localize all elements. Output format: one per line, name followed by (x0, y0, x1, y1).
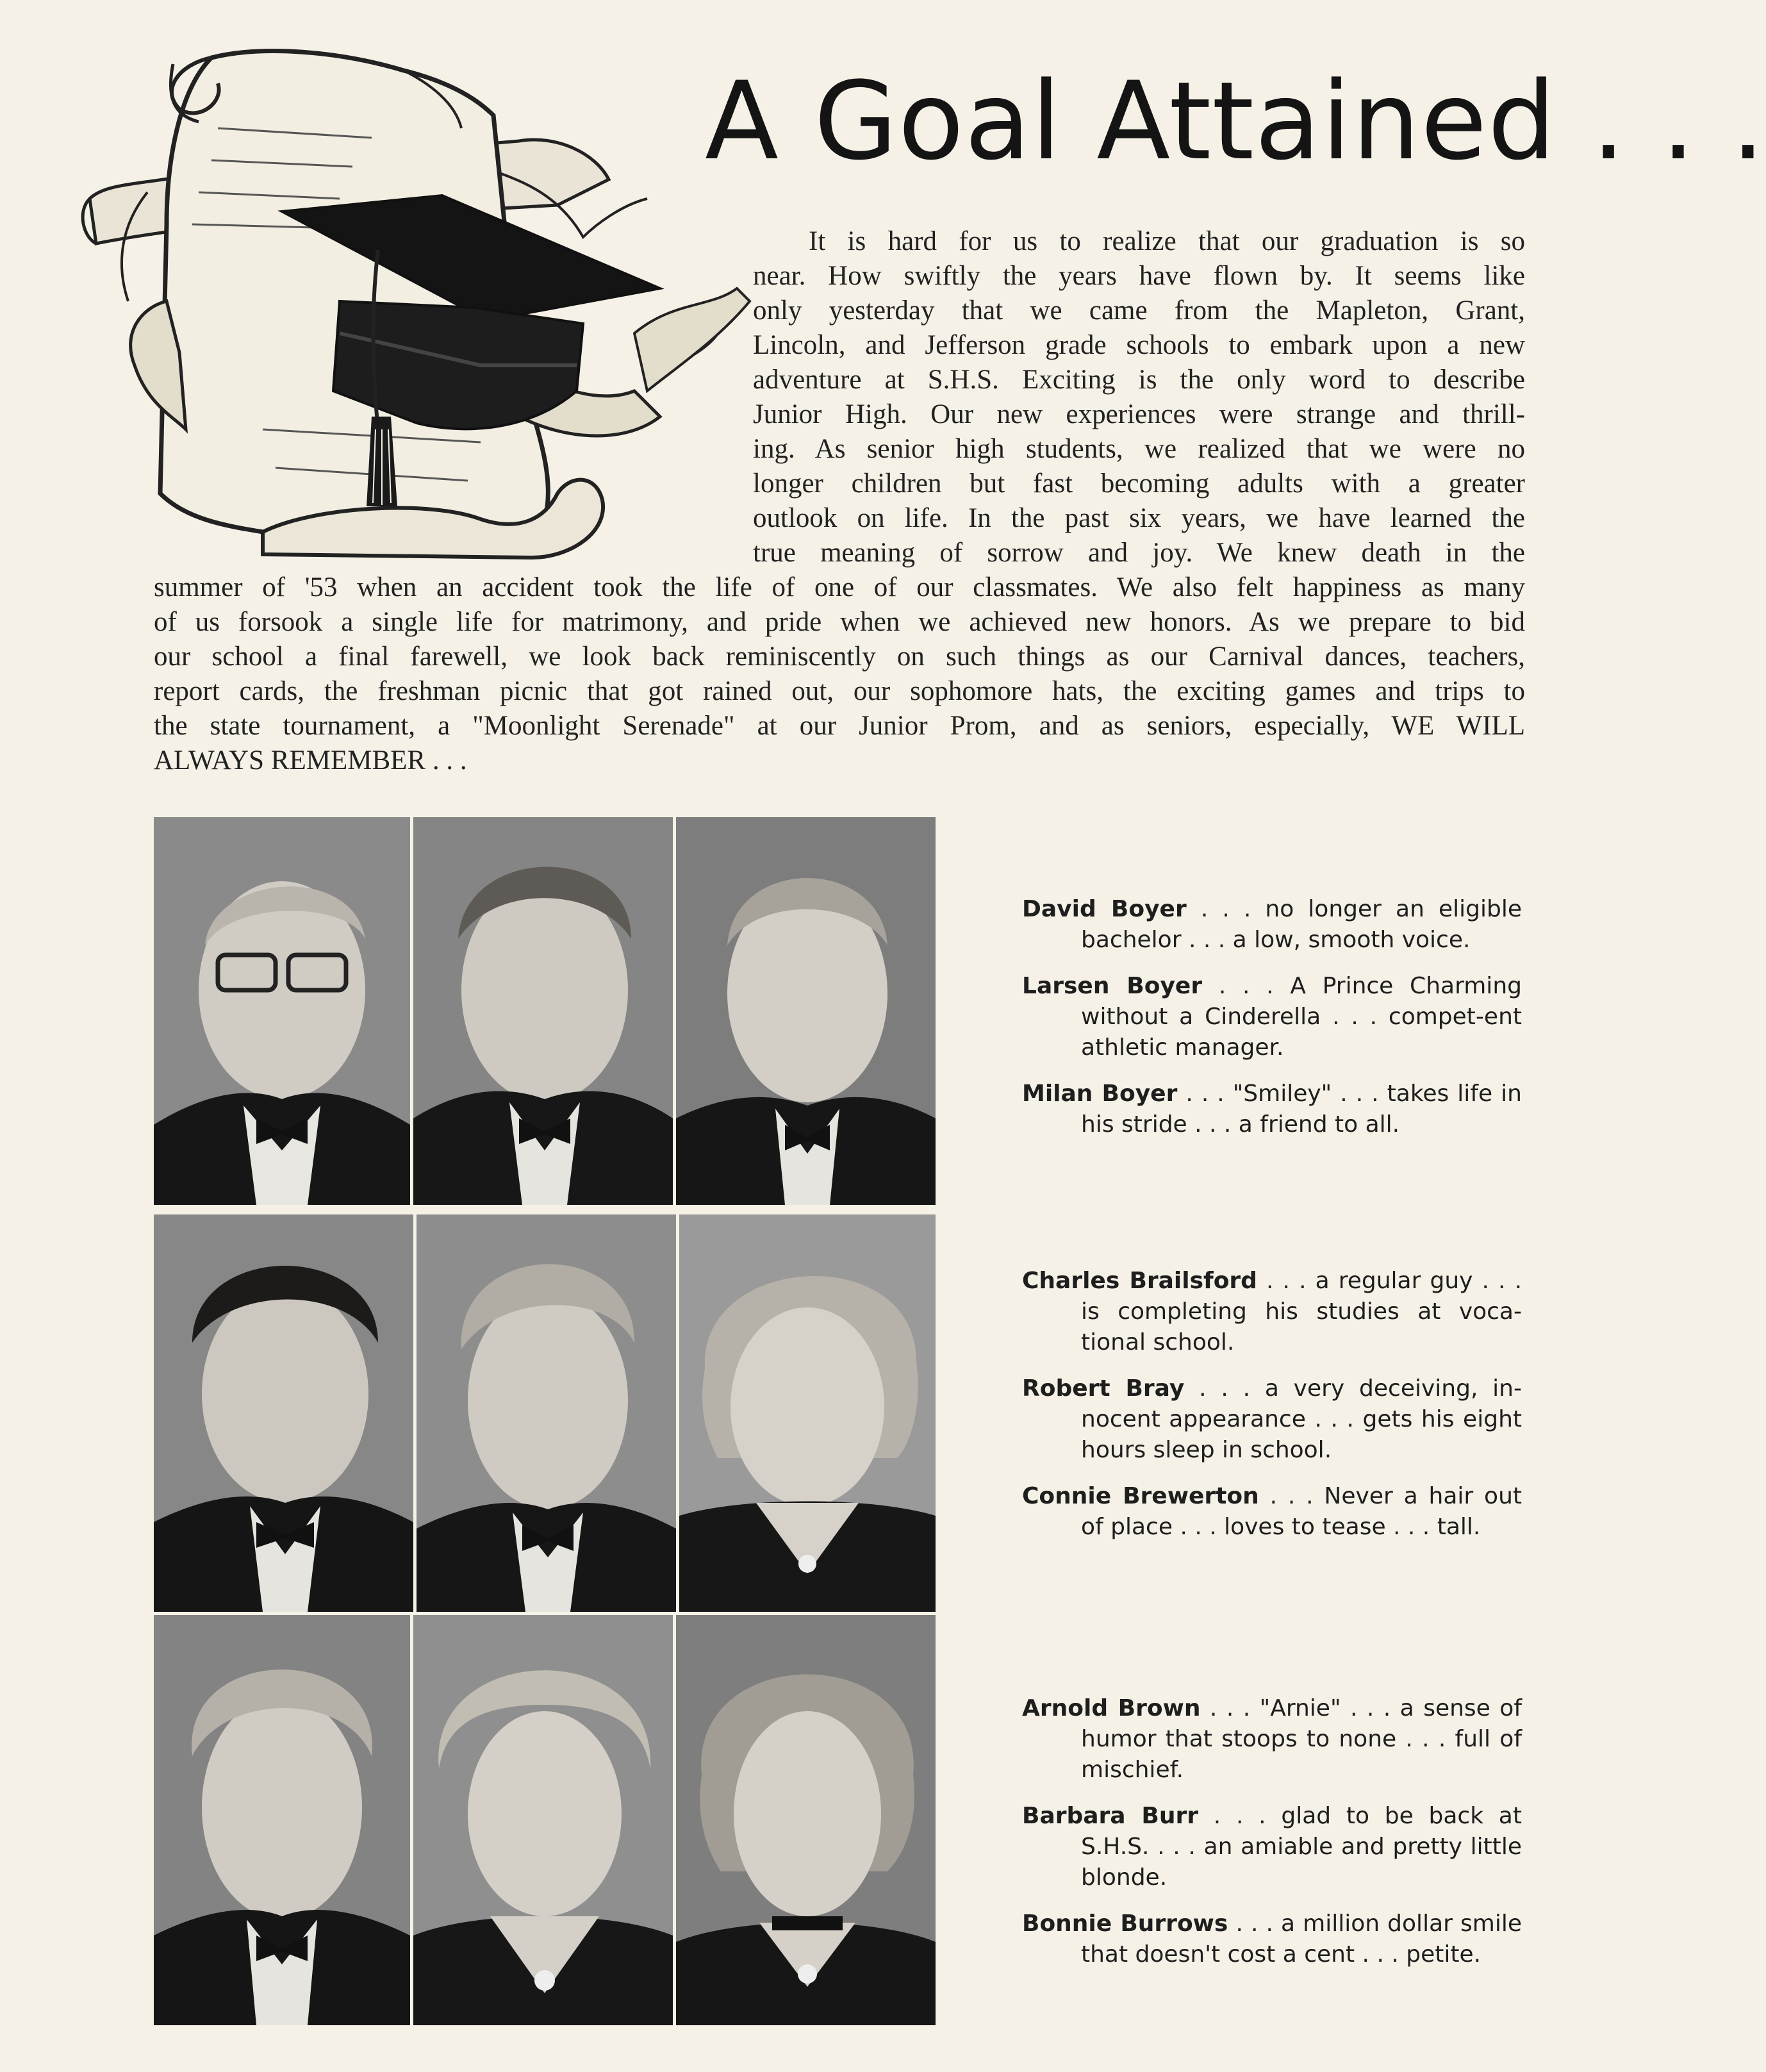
student-name: Larsen Boyer (1022, 973, 1203, 999)
portrait-photo (676, 1615, 936, 2025)
caption-entry (1022, 1373, 1522, 1466)
student-caption: . . . "Smiley" . . . takes life in his stride . . . a friend to all. (1081, 1081, 1522, 1138)
portrait-photo (417, 1214, 676, 1612)
intro-line: report cards, the freshman picnic that got rained out, our sophomore hats, the exciting games and trips to (154, 676, 1525, 706)
student-caption: . . . Never a hair out of place . . . loves to tease . . . tall. (1081, 1483, 1522, 1540)
student-name: Milan Boyer (1022, 1081, 1178, 1107)
diploma-cap-illustration (70, 32, 763, 564)
intro-line: near. How swiftly the years have flown by. It seems like (753, 261, 1525, 291)
intro-line: ing. As senior high students, we realized that we were no (753, 434, 1525, 464)
caption-entry (1022, 1693, 1522, 1786)
intro-line: our school a final farewell, we look back reminiscently on such things as our Carnival dances, teachers, (154, 642, 1525, 672)
student-caption: . . . a regular guy . . . is completing his studies at voca-tional school. (1081, 1268, 1523, 1355)
intro-line: of us forsook a single life for matrimony, and pride when we achieved new honors. As we prepare to bid (154, 607, 1525, 637)
caption-entry (1022, 1481, 1522, 1543)
intro-line: the state tournament, a "Moonlight Serenade" at our Junior Prom, and as seniors, especially, WE WILL (154, 711, 1525, 741)
intro-line: summer of '53 when an accident took the life of one of our classmates. We also felt happiness as many (154, 572, 1525, 602)
caption-entry (1022, 971, 1522, 1063)
caption-entry (1022, 1079, 1522, 1140)
student-name: Robert Bray (1022, 1375, 1185, 1402)
student-name: Charles Brailsford (1022, 1268, 1257, 1294)
intro-line: Lincoln, and Jefferson grade schools to embark upon a new (753, 330, 1525, 360)
student-name: Connie Brewerton (1022, 1483, 1259, 1509)
intro-line: longer children but fast becoming adults with a greater (753, 468, 1525, 499)
student-name: Arnold Brown (1022, 1695, 1201, 1721)
page-title: A Goal Attained . . . (705, 58, 1766, 184)
intro-line: true meaning of sorrow and joy. We knew death in the (753, 538, 1525, 568)
student-name: David Boyer (1022, 896, 1187, 922)
caption-group (1022, 1266, 1522, 1543)
intro-line: adventure at S.H.S. Exciting is the only word to describe (753, 365, 1525, 395)
student-caption: . . . a million dollar smile that doesn't cost a cent . . . petite. (1081, 1910, 1522, 1968)
portrait-photo (676, 817, 936, 1205)
portrait-photo (154, 1615, 410, 2025)
portrait-photo (413, 817, 673, 1205)
caption-group (1022, 894, 1522, 1140)
intro-line: ALWAYS REMEMBER . . . (154, 745, 467, 775)
student-caption: . . . "Arnie" . . . a sense of humor that stoops to none . . . full of mischief. (1081, 1695, 1522, 1783)
portrait-photo (154, 1214, 413, 1612)
student-caption: . . . no longer an eligible bachelor . . . a low, smooth voice. (1081, 896, 1522, 953)
intro-line: Junior High. Our new experiences were strange and thrill- (753, 399, 1525, 429)
portrait-photo (154, 817, 410, 1205)
student-caption: . . . glad to be back at S.H.S. . . . an amiable and pretty little blonde. (1081, 1803, 1522, 1891)
caption-entry (1022, 1909, 1522, 1970)
student-caption: . . . a very deceiving, in-nocent appearance . . . gets his eight hours sleep in school. (1081, 1375, 1522, 1463)
student-name: Barbara Burr (1022, 1803, 1199, 1829)
intro-line: outlook on life. In the past six years, we have learned the (753, 503, 1525, 533)
caption-entry (1022, 1801, 1522, 1893)
student-name: Bonnie Burrows (1022, 1910, 1228, 1937)
intro-line: It is hard for us to realize that our graduation is so (809, 226, 1525, 256)
portrait-photo (679, 1214, 936, 1612)
caption-group (1022, 1693, 1522, 1970)
intro-line: only yesterday that we came from the Mapleton, Grant, (753, 295, 1525, 326)
student-caption: . . . A Prince Charming without a Cinderella . . . compet-ent athletic manager. (1081, 973, 1522, 1061)
caption-entry (1022, 894, 1522, 956)
portrait-photo (413, 1615, 673, 2025)
caption-entry (1022, 1266, 1522, 1358)
